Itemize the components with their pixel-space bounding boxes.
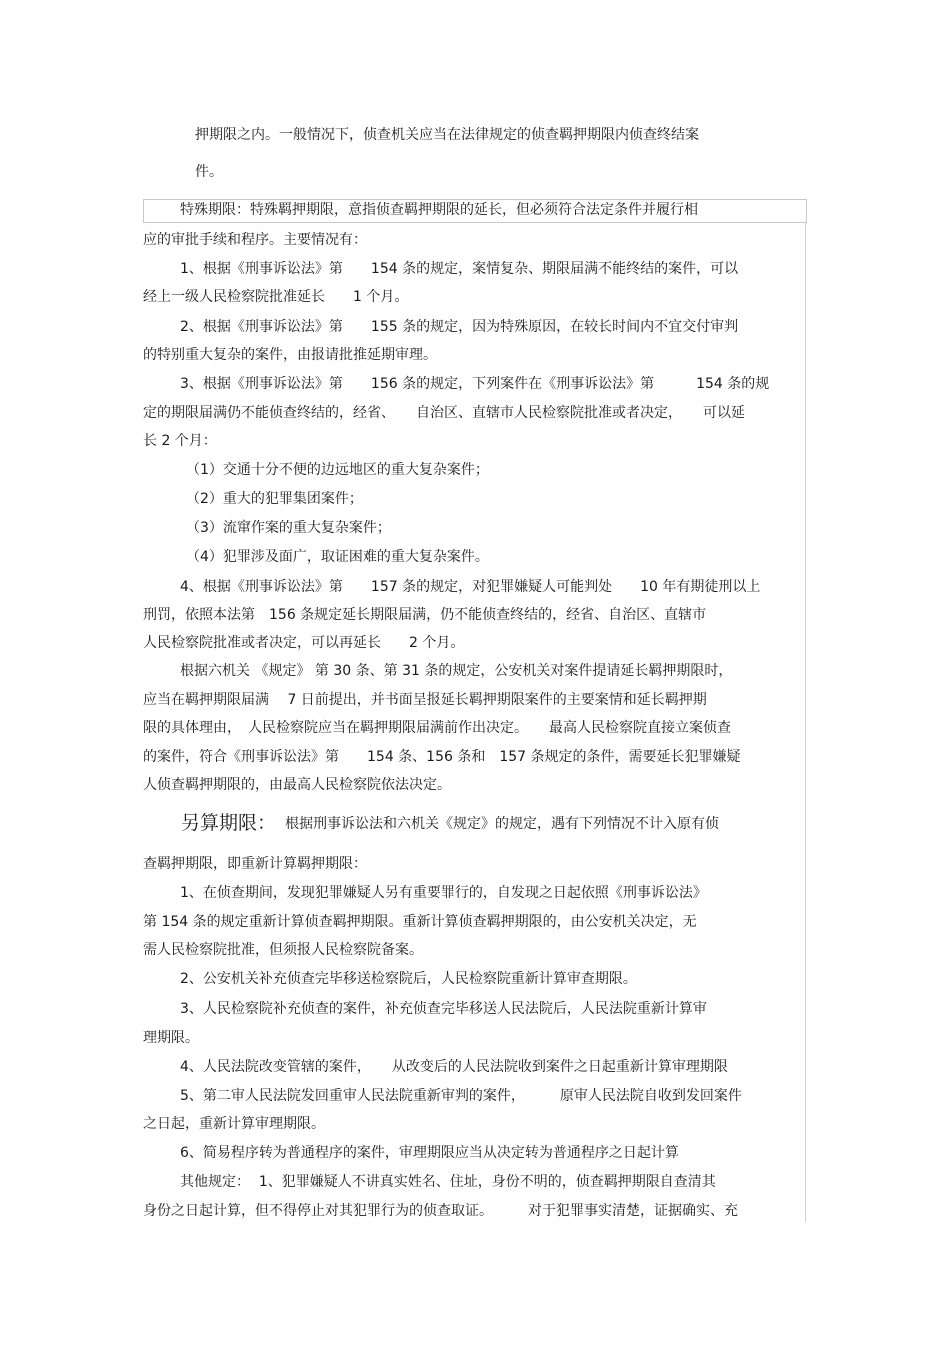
text-line: 根据六机关 《规定》 第 30 条、第 31 条的规定，公安机关对案件提请延长羁押期限时，	[180, 663, 733, 679]
list-item: （4）犯罪涉及面广，取证困难的重大复杂案件。	[186, 549, 489, 565]
list-item: （3）流窜作案的重大复杂案件；	[186, 520, 391, 536]
text-line: 身份之日起计算，但不得停止对其犯罪行为的侦查取证。 对于犯罪事实清楚，证据确实、充	[143, 1203, 738, 1219]
text-line: 4、人民法院改变管辖的案件， 从改变后的人民法院收到案件之日起重新计算审理期限	[180, 1059, 728, 1075]
text-line: 其他规定： 1、犯罪嫌疑人不讲真实姓名、住址，身份不明的，侦查羁押期限自查清其	[180, 1174, 716, 1190]
text-line: 押期限之内。一般情况下，侦查机关应当在法律规定的侦查羁押期限内侦查终结案	[195, 127, 699, 143]
text-line: 3、根据《刑事诉讼法》第 156 条的规定，下列案件在《刑事诉讼法》第 154 条的规	[180, 376, 770, 392]
section-heading: 另算期限：	[181, 812, 277, 834]
text-line: 件。	[195, 164, 223, 180]
text-line: 1、根据《刑事诉讼法》第 154 条的规定，案情复杂、期限届满不能终结的案件，可以	[180, 261, 739, 277]
list-item: （2）重大的犯罪集团案件；	[186, 491, 363, 507]
frame-border	[805, 222, 806, 1222]
text-line: 根据刑事诉讼法和六机关《规定》的规定，遇有下列情况不计入原有侦	[285, 816, 719, 832]
text-line: 1、在侦查期间，发现犯罪嫌疑人另有重要罪行的，自发现之日起依照《刑事诉讼法》	[180, 885, 707, 901]
text-line: 2、公安机关补充侦查完毕移送检察院后，人民检察院重新计算审查期限。	[180, 971, 637, 987]
list-item: （1）交通十分不便的边远地区的重大复杂案件；	[186, 462, 489, 478]
text-line: 3、人民检察院补充侦查的案件，补充侦查完毕移送人民法院后，人民法院重新计算审	[180, 1001, 707, 1017]
text-line: 之日起，重新计算审理期限。	[143, 1116, 325, 1132]
text-line: 理期限。	[143, 1030, 199, 1046]
text-line: 长 2 个月：	[143, 433, 217, 449]
text-line: 4、根据《刑事诉讼法》第 157 条的规定，对犯罪嫌疑人可能判处 10 年有期徒刑以上	[180, 579, 761, 595]
text-line: 定的期限届满仍不能侦查终结的，经省、 自治区、直辖市人民检察院批准或者决定， 可以延	[143, 405, 745, 421]
text-line: 6、简易程序转为普通程序的案件，审理期限应当从决定转为普通程序之日起计算	[180, 1145, 679, 1161]
text-line: 人侦查羁押期限的，由最高人民检察院依法决定。	[143, 777, 451, 793]
text-line: 的特别重大复杂的案件，由报请批推延期审理。	[143, 347, 437, 363]
text-line: 人民检察院批准或者决定，可以再延长 2 个月。	[143, 635, 465, 651]
text-line: 第 154 条的规定重新计算侦查羁押期限。重新计算侦查羁押期限的，由公安机关决定，无	[143, 914, 697, 930]
text-line: 限的具体理由， 人民检察院应当在羁押期限届满前作出决定。 最高人民检察院直接立案侦查	[143, 720, 731, 736]
text-line: 特殊期限：特殊羁押期限，意指侦查羁押期限的延长，但必须符合法定条件并履行相	[180, 202, 698, 218]
text-line: 应的审批手续和程序。主要情况有：	[143, 232, 367, 248]
text-line: 刑罚，依照本法第 156 条规定延长期限届满，仍不能侦查终结的，经省、自治区、直辖市	[143, 607, 707, 623]
text-line: 应当在羁押期限届满 7 日前提出，并书面呈报延长羁押期限案件的主要案情和延长羁押期	[143, 692, 707, 708]
text-line: 的案件，符合《刑事诉讼法》第 154 条、156 条和 157 条规定的条件，需要延长犯罪嫌疑	[143, 749, 741, 765]
text-line: 查羁押期限，即重新计算羁押期限：	[143, 856, 367, 872]
text-line: 2、根据《刑事诉讼法》第 155 条的规定，因为特殊原因，在较长时间内不宜交付审判	[180, 319, 739, 335]
text-line: 需人民检察院批准，但须报人民检察院备案。	[143, 942, 423, 958]
text-line: 经上一级人民检察院批准延长 1 个月。	[143, 289, 409, 305]
text-line: 5、第二审人民法院发回重审人民法院重新审判的案件， 原审人民法院自收到发回案件	[180, 1088, 742, 1104]
